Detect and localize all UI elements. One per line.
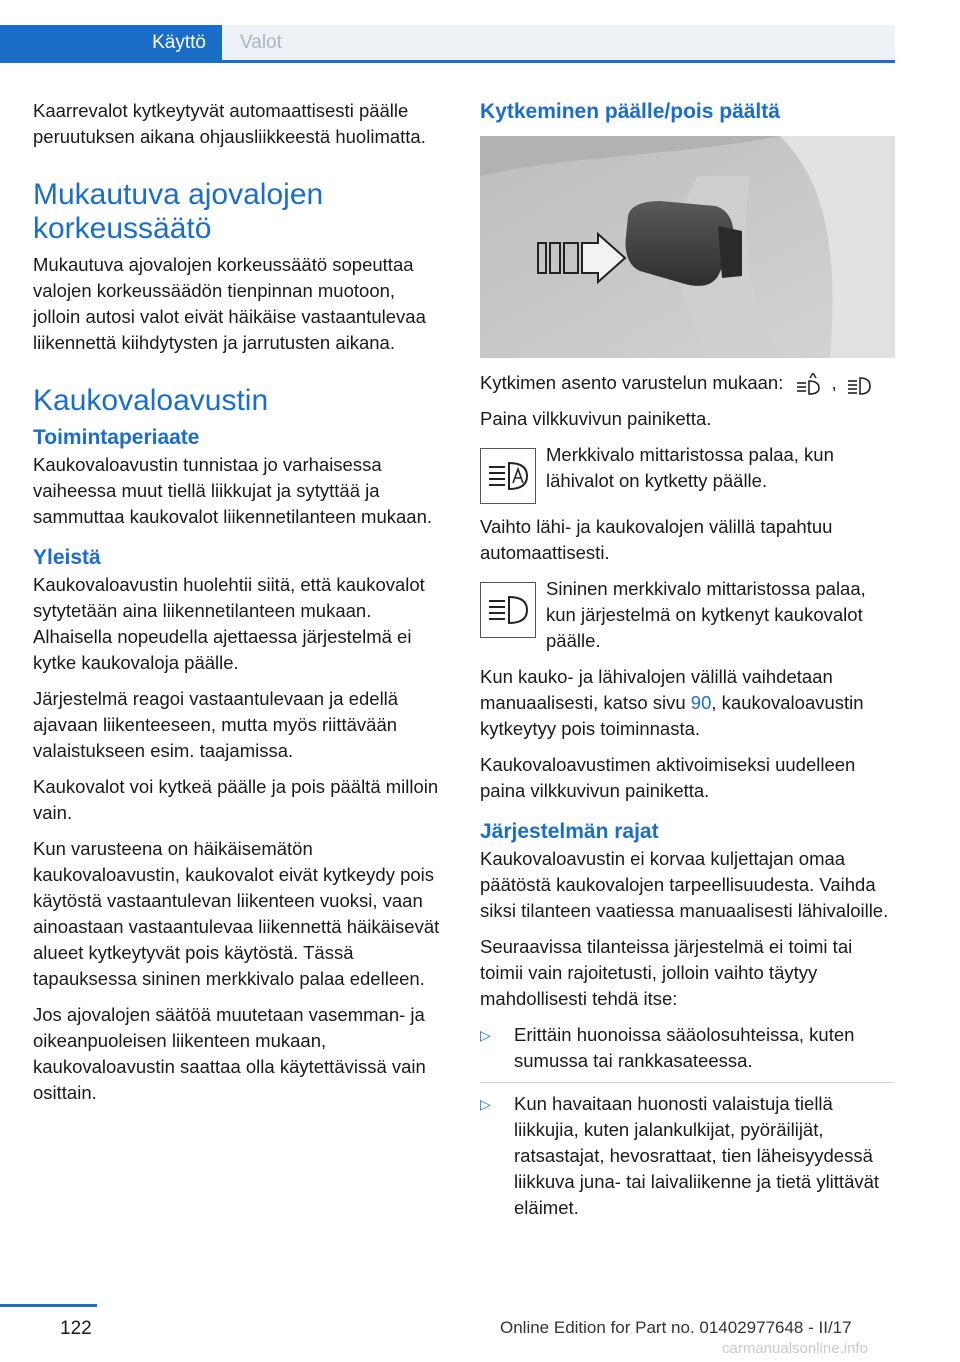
lever-illustration xyxy=(480,136,895,358)
switch-position-paragraph: Kytkimen asento varustelun mukaan: , xyxy=(480,370,894,396)
manual-switch-paragraph: Kun kauko- ja lähivalojen välillä vaihdetaan manuaalisesti, katso sivu 90, kaukovaloavustin kytkeytyy pois toiminnasta. xyxy=(480,666,864,739)
indicator-note-2 xyxy=(480,576,894,654)
reactivate-paragraph: Kaukovaloavustimen aktivoimiseksi uudelleen paina vilkkuvivun painiketta. xyxy=(480,754,856,801)
heading-switch-on-off: Kytkeminen päälle/pois päältä xyxy=(480,100,780,123)
general-paragraph-3: Kaukovalot voi kytkeä päälle ja pois päältä milloin vain. xyxy=(33,776,439,823)
principle-paragraph: Kaukovaloavustin tunnistaa jo varhaisessa vaiheessa muut tiellä liikkujat ja sytyttää ja sammuttaa kaukovalot liikennetilanteen mukaan. xyxy=(33,454,433,527)
indicator-paragraph-1: Merkkivalo mittaristossa palaa, kun lähivalot on kytketty päälle. xyxy=(546,444,834,491)
high-beam-indicator-icon xyxy=(480,582,536,638)
triangle-bullet-icon: ▷ xyxy=(480,1027,491,1043)
right-column xyxy=(480,98,894,1237)
indicator-note-1 xyxy=(480,442,894,504)
limits-list xyxy=(480,1022,894,1229)
heading-high-beam-assistant: Kaukovaloavustin xyxy=(33,384,269,417)
intro-paragraph: Kaarrevalot kytkeytyvät automaattisesti päälle peruutuksen aikana ohjausliikkeestä huolimatta. xyxy=(33,100,426,147)
general-paragraph-2: Järjestelmä reagoi vastaantulevaan ja edellä ajavaan liikenteeseen, mutta myös riittävään valaistukseen esim. taajamissa. xyxy=(33,688,399,761)
tab-valot[interactable]: Valot xyxy=(222,25,895,60)
heading-adaptive-headlight: Mukautuva ajovalojen korkeussäätö xyxy=(33,178,324,245)
footer-rule xyxy=(0,1304,97,1307)
heading-principle: Toimintaperiaate xyxy=(33,426,200,449)
list-item: ▷ Erittäin huonoissa sääolosuhteissa, kuten sumussa tai rankkasateessa. xyxy=(480,1022,894,1083)
heading-system-limits: Järjestelmän rajat xyxy=(480,820,659,843)
general-paragraph-5: Jos ajovalojen säätöä muutetaan vasemman- ja oikeanpuoleisen liikenteen mukaan, kaukovaloavustin saattaa olla käytettävissä vain osittain. xyxy=(33,1004,426,1103)
page-header xyxy=(0,25,895,63)
edition-text: Online Edition for Part no. 01402977648 - II/17 xyxy=(500,1318,852,1337)
limits-paragraph-1: Kaukovaloavustin ei korvaa kuljettajan omaa päätöstä kaukovalojen tarpeellisuudesta. Vaihda siksi tilanteen vaatiessa manuaalisesti lähivaloille. xyxy=(480,848,889,921)
limits-paragraph-2: Seuraavissa tilanteissa järjestelmä ei toimi tai toimii vain rajoitetusti, jolloin vaihto täytyy mahdollisesti tehdä itse: xyxy=(480,936,853,1009)
watermark: carmanualsonline.info xyxy=(722,1340,868,1357)
adaptive-paragraph: Mukautuva ajovalojen korkeussäätö sopeuttaa valojen korkeussäädön tienpinnan muotoon, jolloin autosi valot eivät häikäise vastaantulevaa liikennettä kiihdytysten ja jarrutusten aikana. xyxy=(33,254,426,353)
press-button-paragraph: Paina vilkkuvivun painiketta. xyxy=(480,408,712,429)
auto-headlight-icon xyxy=(846,373,874,395)
high-beam-assistant-indicator-icon xyxy=(480,448,536,504)
general-paragraph-1: Kaukovaloavustin huolehtii siitä, että kaukovalot sytytetään aina liikennetilanteen mukaan. Alhaisella nopeudella ajettaessa järjestelmä ei kytke kaukovaloja päälle. xyxy=(33,574,425,673)
indicator-paragraph-2: Sininen merkkivalo mittaristossa palaa, kun järjestelmä on kytkenyt kaukovalot päälle. xyxy=(546,578,866,651)
header-rule xyxy=(0,60,895,63)
left-column xyxy=(33,98,447,1116)
page-number: 122 xyxy=(60,1318,92,1339)
turn-signal-lever-photo xyxy=(480,136,895,358)
auto-switch-paragraph: Vaihto lähi- ja kaukovalojen välillä tapahtuu automaattisesti. xyxy=(480,516,833,563)
list-item: ▷ Kun havaitaan huonosti valaistuja tiellä liikkujia, kuten jalankulkijat, pyöräilijät, ratsastajat, hevosrattaat, tien läheisyydessä liikkuva juna- tai laivaliikenne ja tietä ylittävät eläimet. xyxy=(480,1093,880,1218)
triangle-bullet-icon: ▷ xyxy=(480,1096,491,1112)
page-90-link[interactable]: 90 xyxy=(690,692,712,713)
heading-general: Yleistä xyxy=(33,546,101,569)
tab-kaytto[interactable]: Käyttö xyxy=(0,25,222,60)
general-paragraph-4: Kun varusteena on häikäisemätön kaukovaloavustin, kaukovalot eivät kytkeydy pois käytöstä vastaantulevan liikenteen vuoksi, vaan ainoastaan vastaantulevaa liikennettä häikäisevät alueet kytkeytyvät pois käytöstä. Tässä tapauksessa sininen merkkivalo palaa edelleen. xyxy=(33,838,440,989)
high-beam-assistant-icon xyxy=(795,373,823,395)
